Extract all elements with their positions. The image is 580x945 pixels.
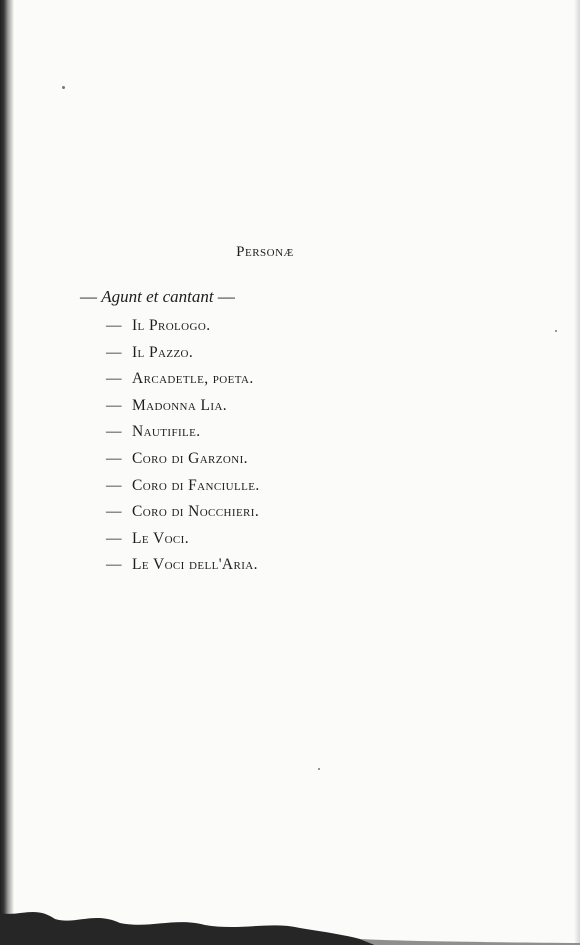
cast-dash: — xyxy=(106,423,122,441)
cast-name: Il Prologo. xyxy=(132,317,211,334)
cast-item xyxy=(106,473,260,500)
paper-speck xyxy=(555,330,557,332)
cast-dash: — xyxy=(106,503,122,521)
cast-item xyxy=(106,552,260,579)
cast-dash: — xyxy=(106,396,122,414)
cast-dash: — xyxy=(106,449,122,467)
subtitle-dash-left: — xyxy=(80,287,97,306)
cast-list xyxy=(106,313,260,579)
cast-dash: — xyxy=(106,556,122,574)
cast-dash: — xyxy=(106,343,122,361)
cast-dash: — xyxy=(106,370,122,388)
cast-name: Coro di Fanciulle. xyxy=(132,476,260,494)
cast-item xyxy=(106,340,260,367)
page-edge-shadow xyxy=(574,0,580,945)
cast-name: Le Voci. xyxy=(132,529,189,547)
cast-name: Il Pazzo. xyxy=(132,343,194,361)
bottom-edge-shadow xyxy=(0,895,580,945)
cast-item xyxy=(106,393,260,420)
cast-dash: — xyxy=(106,476,122,494)
cast-name: Coro di Garzoni. xyxy=(132,449,248,467)
binding-shadow xyxy=(0,0,14,945)
cast-subtitle xyxy=(80,287,235,307)
cast-name: Nautifile. xyxy=(132,423,201,441)
cast-name: Arcadetle, poeta. xyxy=(132,370,254,388)
cast-item xyxy=(106,526,260,553)
cast-name: Madonna Lia. xyxy=(132,396,228,414)
paper-speck xyxy=(318,768,320,770)
cast-item xyxy=(106,313,260,340)
cast-item xyxy=(106,366,260,393)
cast-item xyxy=(106,419,260,446)
subtitle-text: Agunt et cantant xyxy=(101,287,214,306)
cast-item xyxy=(106,499,260,526)
cast-item xyxy=(106,446,260,473)
cast-dash: — xyxy=(106,529,122,547)
page-title: Personæ xyxy=(236,244,294,260)
cast-name: Coro di Nocchieri. xyxy=(132,503,260,521)
subtitle-dash-right: — xyxy=(217,287,235,306)
paper-speck xyxy=(62,86,65,89)
cast-name: Le Voci dell'Aria. xyxy=(132,556,258,574)
cast-dash: — xyxy=(106,317,122,334)
